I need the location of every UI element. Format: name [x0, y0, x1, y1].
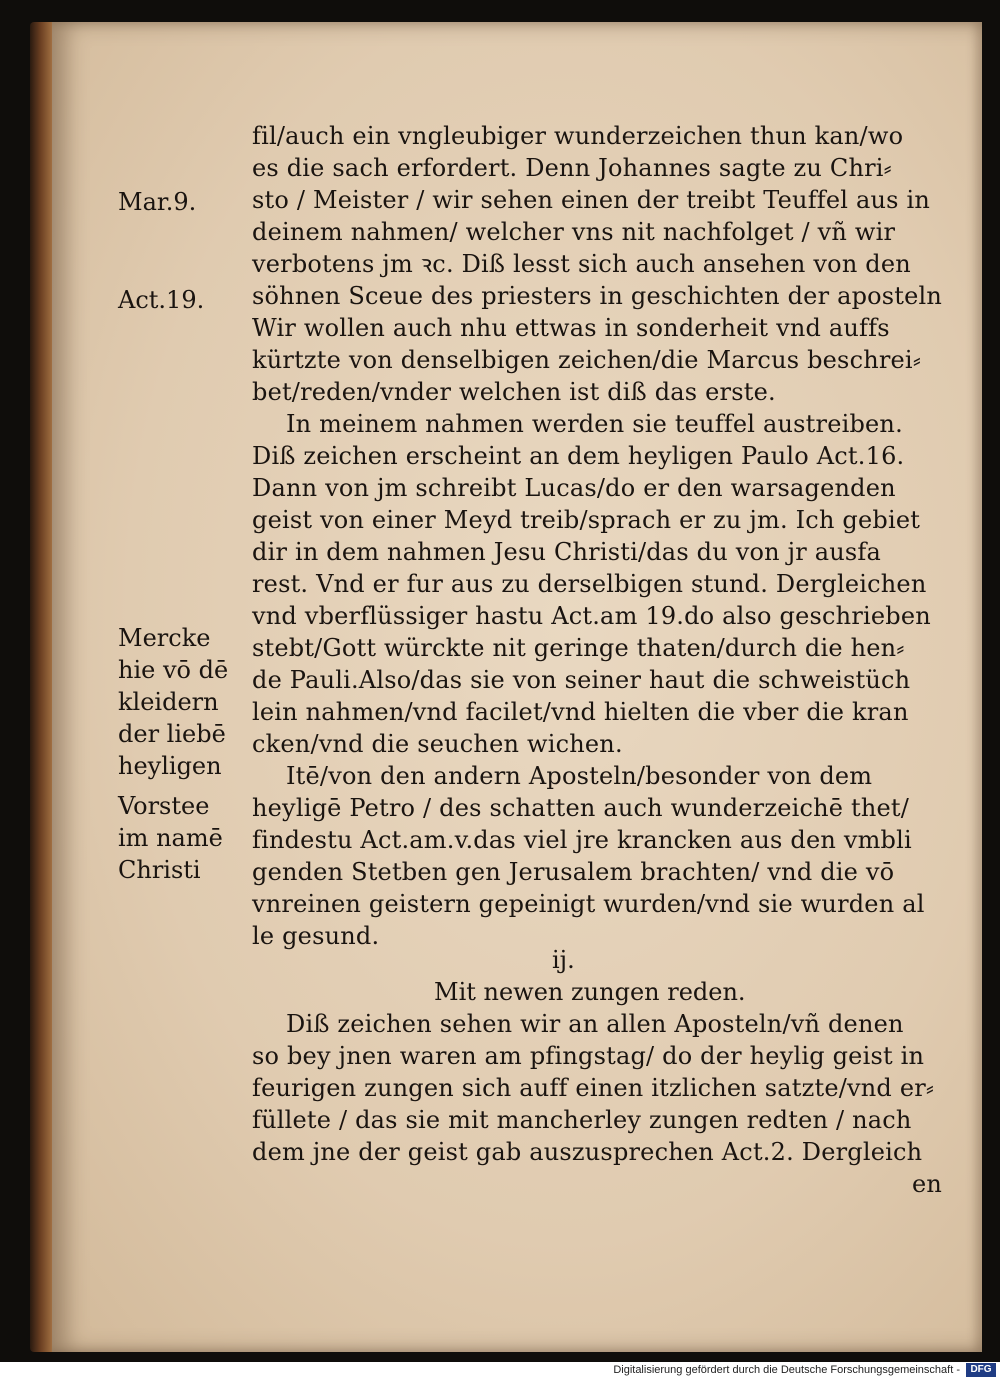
body-line: vnreinen geistern gepeinigt wurden/vnd sie wurden al	[252, 890, 925, 918]
margin-note: im namē	[118, 824, 223, 852]
body-line: geist von einer Meyd treib/sprach er zu jm. Ich gebiet	[252, 506, 921, 534]
body-line: dem jne der geist gab auszusprechen Act.2. Dergleich	[252, 1138, 923, 1166]
body-line: Diß zeichen sehen wir an allen Aposteln/vñ denen	[286, 1010, 904, 1038]
body-line: stebt/Gott würckte nit geringe thaten/durch die hen⸗	[252, 634, 905, 662]
section-mark: ij.	[552, 946, 575, 974]
catchword: en	[912, 1170, 943, 1198]
margin-note: Mar.9.	[118, 188, 197, 216]
body-line: Diß zeichen erscheint an dem heyligen Paulo Act.16.	[252, 442, 905, 470]
body-line: deinem nahmen/ welcher vns nit nachfolget / vñ wir	[252, 218, 896, 246]
body-line: söhnen Sceue des priesters in geschichten der aposteln	[252, 282, 943, 310]
body-line: vnd vberflüssiger hastu Act.am 19.do also geschrieben	[252, 602, 931, 630]
body-line: füllete / das sie mit mancherley zungen redten / nach	[252, 1106, 912, 1134]
body-line: so bey jnen waren am pfingstag/ do der heylig geist in	[252, 1042, 925, 1070]
body-line: genden Stetben gen Jerusalem brachten/ vnd die vō	[252, 858, 895, 886]
margin-note: Christi	[118, 856, 201, 884]
section-heading: Mit newen zungen reden.	[434, 978, 746, 1006]
body-line: heyligē Petro / des schatten auch wunderzeichē thet/	[252, 794, 910, 822]
margin-note: kleidern	[118, 688, 219, 716]
body-line: Wir wollen auch nhu ettwas in sonderheit vnd auffs	[252, 314, 890, 342]
body-line: sto / Meister / wir sehen einen der treibt Teuffel aus in	[252, 186, 931, 214]
body-line: verbotens jm ꝛc. Diß lesst sich auch ansehen von den	[252, 250, 911, 278]
margin-note: Act.19.	[118, 286, 205, 314]
body-line: kürtzte von denselbigen zeichen/die Marcus beschrei⸗	[252, 346, 922, 374]
body-line: Itē/von den andern Aposteln/besonder von dem	[286, 762, 873, 790]
body-line: cken/vnd die seuchen wichen.	[252, 730, 623, 758]
body-line: rest. Vnd er fur aus zu derselbigen stund. Dergleichen	[252, 570, 927, 598]
funding-credit: Digitalisierung gefördert durch die Deutsche Forschungsgemeinschaft -	[613, 1364, 960, 1376]
body-line: bet/reden/vnder welchen ist diß das erste.	[252, 378, 776, 406]
dfg-logo: DFG	[966, 1363, 996, 1377]
margin-note: Mercke	[118, 624, 211, 652]
margin-note: Vorstee	[118, 792, 210, 820]
margin-note: hie vō dē	[118, 656, 229, 684]
body-line: fil/auch ein vngleubiger wunderzeichen thun kan/wo	[252, 122, 904, 150]
body-line: es die sach erfordert. Denn Johannes sagte zu Chri⸗	[252, 154, 892, 182]
book-page	[52, 22, 982, 1352]
body-line: dir in dem nahmen Jesu Christi/das du von jr ausfa	[252, 538, 882, 566]
body-line: feurigen zungen sich auff einen itzlichen satzte/vnd er⸗	[252, 1074, 935, 1102]
margin-note: der liebē	[118, 720, 226, 748]
body-line: le gesund.	[252, 922, 380, 950]
body-line: Dann von jm schreibt Lucas/do er den warsagenden	[252, 474, 896, 502]
body-line: de Pauli.Also/das sie von seiner haut die schweistüch	[252, 666, 911, 694]
body-line: findestu Act.am.v.das viel jre krancken aus den vmbli	[252, 826, 912, 854]
margin-note: heyligen	[118, 752, 222, 780]
body-line: lein nahmen/vnd facilet/vnd hielten die vber die kran	[252, 698, 909, 726]
body-line: In meinem nahmen werden sie teuffel austreiben.	[286, 410, 903, 438]
